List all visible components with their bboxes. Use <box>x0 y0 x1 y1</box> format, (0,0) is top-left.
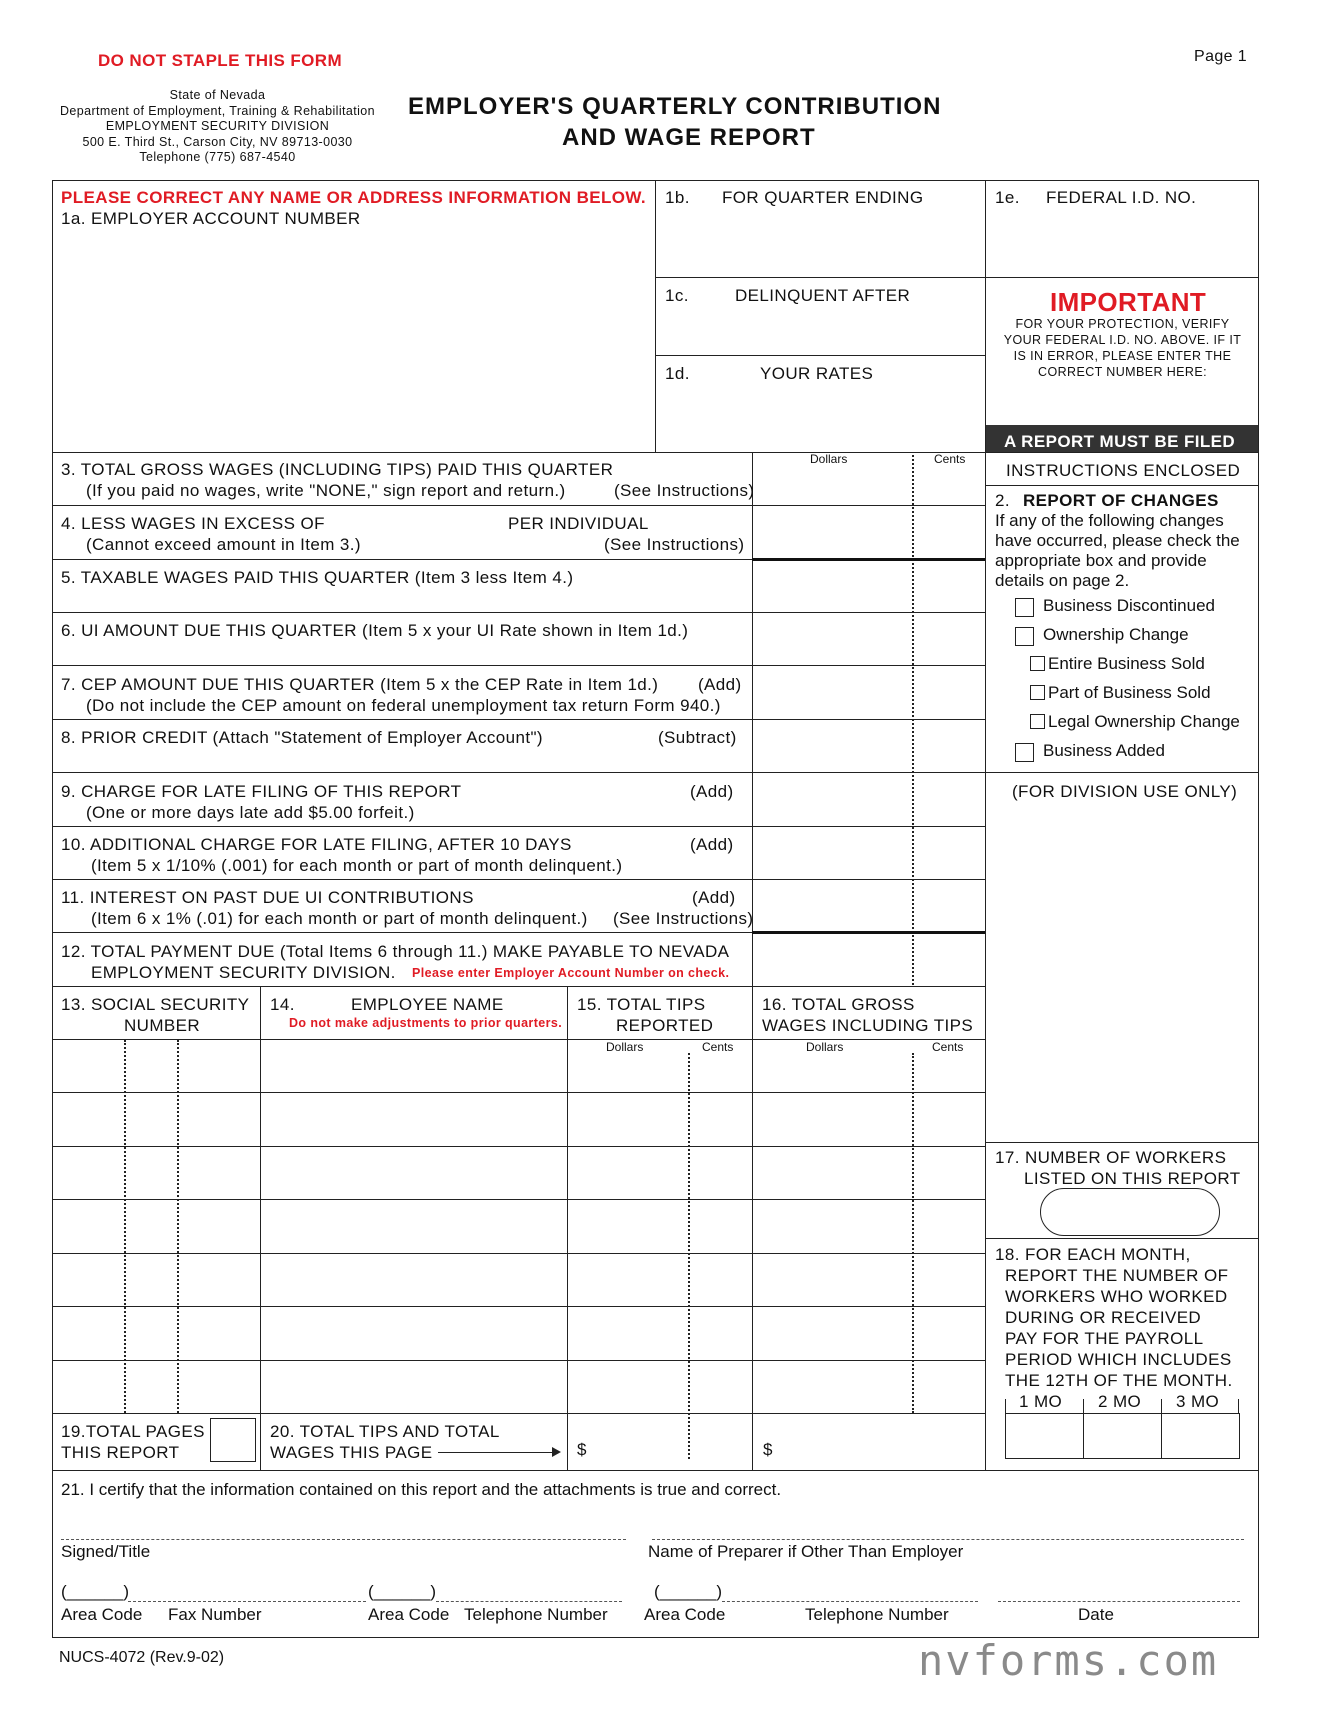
agency-division: EMPLOYMENT SECURITY DIVISION <box>105 119 330 133</box>
q18-line-3: WORKERS WHO WORKED <box>1005 1287 1228 1306</box>
telephone-number-field[interactable] <box>368 1578 622 1602</box>
preparer-telephone-field[interactable] <box>654 1578 978 1602</box>
item7-amount-field[interactable] <box>755 668 983 716</box>
important-line-2: YOUR FEDERAL I.D. NO. ABOVE. IF IT <box>1003 333 1242 347</box>
agency-address: 500 E. Third St., Carson City, NV 89713-0030 <box>82 135 353 149</box>
important-title: IMPORTANT <box>1050 287 1207 317</box>
item4-see: (See Instructions) <box>604 535 745 554</box>
federal-id-field[interactable] <box>990 212 1255 274</box>
item11-note: (Item 6 x 1% (.01) for each month or part of month delinquent.) <box>91 909 588 928</box>
total-tips-field[interactable] <box>590 1416 750 1466</box>
important-line-1: FOR YOUR PROTECTION, VERIFY <box>1015 317 1230 331</box>
col15-dollars: Dollars <box>606 1040 644 1054</box>
your-rates-label: YOUR RATES <box>760 364 874 383</box>
item4-label: 4. LESS WAGES IN EXCESS OF <box>61 514 325 533</box>
agency-department: Department of Employment, Training & Rehabilitation <box>60 104 375 118</box>
q18-line-7: THE 12TH OF THE MONTH. <box>1005 1371 1233 1390</box>
employee-row[interactable] <box>54 1255 983 1304</box>
delinquent-after-num: 1c. <box>665 286 689 305</box>
item10-add: (Add) <box>690 835 734 854</box>
item7-add: (Add) <box>698 675 742 694</box>
col15-header-line1: 15. TOTAL TIPS <box>577 995 706 1014</box>
item7-label: 7. CEP AMOUNT DUE THIS QUARTER (Item 5 x the CEP Rate in Item 1d.) <box>61 675 659 694</box>
item10-note: (Item 5 x 1/10% (.001) for each month or part of month delinquent.) <box>91 856 623 875</box>
q20-label-line2: WAGES THIS PAGE <box>270 1443 433 1462</box>
delinquent-after-label: DELINQUENT AFTER <box>735 286 911 305</box>
item3-note: (If you paid no wages, write "NONE," sign report and return.) <box>86 481 566 500</box>
signed-title-field[interactable] <box>61 1512 626 1539</box>
changes-line-2: have occurred, please check the <box>995 531 1240 550</box>
phone-area-code-label: Area Code <box>368 1605 450 1624</box>
dollars-header: Dollars <box>810 452 848 466</box>
item4-per-individual: PER INDIVIDUAL <box>508 514 649 533</box>
employee-row[interactable] <box>54 1094 983 1144</box>
fax-number-field[interactable] <box>61 1578 366 1602</box>
preparer-area-paren: (______) <box>654 1582 723 1601</box>
col16-dollars: Dollars <box>806 1040 844 1054</box>
quarter-ending-label: FOR QUARTER ENDING <box>722 188 924 207</box>
form-title-line1: EMPLOYER'S QUARTERLY CONTRIBUTION <box>408 93 942 120</box>
item12-label: 12. TOTAL PAYMENT DUE (Total Items 6 through 11.) MAKE PAYABLE TO NEVADA <box>61 942 730 961</box>
page-label: Page 1 <box>1194 48 1248 65</box>
employee-row[interactable] <box>54 1054 983 1090</box>
employee-row[interactable] <box>54 1362 983 1411</box>
item5-label: 5. TAXABLE WAGES PAID THIS QUARTER (Item 3 less Item 4.) <box>61 568 574 587</box>
col13-header-line2: NUMBER <box>124 1016 201 1035</box>
col14-note: Do not make adjustments to prior quarters. <box>289 1016 563 1030</box>
item8-amount-field[interactable] <box>755 722 983 770</box>
date-label: Date <box>1078 1605 1114 1624</box>
col15-header-line2: REPORTED <box>616 1016 714 1035</box>
preparer-area-code-label: Area Code <box>644 1605 726 1624</box>
month1-label: 1 MO <box>1019 1392 1063 1411</box>
changes-line-4: details on page 2. <box>995 571 1130 590</box>
fax-area-code-label: Area Code <box>61 1605 143 1624</box>
item11-amount-field[interactable] <box>755 882 983 929</box>
col14-header-num: 14. <box>270 995 295 1014</box>
entire-business-sold-label: Entire Business Sold <box>1048 654 1205 673</box>
employee-row[interactable] <box>54 1148 983 1197</box>
month1-count-field[interactable] <box>1007 1415 1082 1457</box>
item4-amount-field[interactable] <box>755 508 983 556</box>
total-wages-field[interactable] <box>776 1416 982 1466</box>
preparer-name-field[interactable] <box>652 1512 1244 1539</box>
item11-see: (See Instructions) <box>613 909 754 928</box>
col16-header-line1: 16. TOTAL GROSS <box>762 995 915 1014</box>
changes-num: 2. <box>995 491 1010 510</box>
part-business-sold-label: Part of Business Sold <box>1048 683 1211 702</box>
q17-label-line1: 17. NUMBER OF WORKERS <box>995 1148 1227 1167</box>
item6-amount-field[interactable] <box>755 615 983 663</box>
must-file-text: A REPORT MUST BE FILED <box>1004 432 1236 451</box>
legal-ownership-change-label: Legal Ownership Change <box>1048 712 1240 731</box>
item7-note: (Do not include the CEP amount on federal unemployment tax return Form 940.) <box>86 696 721 715</box>
q18-line-1: 18. FOR EACH MONTH, <box>995 1245 1191 1264</box>
business-added-checkbox[interactable] <box>1015 743 1034 762</box>
q19-label-line2: THIS REPORT <box>61 1443 180 1462</box>
federal-id-num: 1e. <box>995 188 1020 207</box>
certify-statement: 21. I certify that the information contained on this report and the attachments is true and correct. <box>61 1480 782 1499</box>
part-business-sold-checkbox[interactable] <box>1030 685 1045 700</box>
item9-label: 9. CHARGE FOR LATE FILING OF THIS REPORT <box>61 782 462 801</box>
item6-label: 6. UI AMOUNT DUE THIS QUARTER (Item 5 x your UI Rate shown in Item 1d.) <box>61 621 689 640</box>
q17-label-line2: LISTED ON THIS REPORT <box>1024 1169 1241 1188</box>
arrow-head <box>552 1447 561 1457</box>
agency-phone: Telephone (775) 687-4540 <box>139 150 296 164</box>
legal-ownership-change-checkbox[interactable] <box>1030 714 1045 729</box>
worker-count-field[interactable] <box>1040 1188 1220 1236</box>
item8-subtract: (Subtract) <box>658 728 737 747</box>
col16-cents: Cents <box>932 1040 964 1054</box>
item3-label: 3. TOTAL GROSS WAGES (INCLUDING TIPS) PAID THIS QUARTER <box>61 460 614 479</box>
changes-line-3: appropriate box and provide <box>995 551 1207 570</box>
telephone-number-label: Telephone Number <box>464 1605 608 1624</box>
staple-warning: DO NOT STAPLE THIS FORM <box>98 51 343 70</box>
q18-line-5: PAY FOR THE PAYROLL <box>1005 1329 1204 1348</box>
item3-see: (See Instructions) <box>614 481 755 500</box>
total-pages-field[interactable] <box>210 1418 256 1462</box>
ownership-change-checkbox[interactable] <box>1015 627 1034 646</box>
col13-header-line1: 13. SOCIAL SECURITY <box>61 995 250 1014</box>
item12-amount-field[interactable] <box>755 936 983 984</box>
q18-line-6: PERIOD WHICH INCLUDES <box>1005 1350 1232 1369</box>
important-line-4: CORRECT NUMBER HERE: <box>1038 365 1207 379</box>
preparer-label: Name of Preparer if Other Than Employer <box>648 1542 964 1561</box>
date-field[interactable] <box>998 1578 1240 1602</box>
item11-add: (Add) <box>692 888 736 907</box>
federal-id-label: FEDERAL I.D. NO. <box>1046 188 1197 207</box>
form-title-line2: AND WAGE REPORT <box>562 124 816 151</box>
employer-account-field[interactable] <box>56 232 652 448</box>
arrow-right-icon <box>438 1452 556 1453</box>
q18-line-4: DURING OR RECEIVED <box>1005 1308 1202 1327</box>
item10-amount-field[interactable] <box>755 829 983 877</box>
division-use-label: (FOR DIVISION USE ONLY) <box>1012 782 1238 801</box>
item3-amount-field[interactable] <box>755 466 983 503</box>
month2-count-field[interactable] <box>1085 1415 1160 1457</box>
phone-area-paren: (______) <box>368 1582 437 1601</box>
your-rates-num: 1d. <box>665 364 690 383</box>
item12-payee: EMPLOYMENT SECURITY DIVISION. <box>91 963 396 982</box>
col15-cents: Cents <box>702 1040 734 1054</box>
signed-title-label: Signed/Title <box>61 1542 151 1561</box>
entire-business-sold-checkbox[interactable] <box>1030 656 1045 671</box>
preparer-telephone-label: Telephone Number <box>805 1605 949 1624</box>
item8-label: 8. PRIOR CREDIT (Attach "Statement of Employer Account") <box>61 728 543 747</box>
fax-number-label: Fax Number <box>168 1605 262 1624</box>
quarter-ending-num: 1b. <box>665 188 690 207</box>
important-line-3: IS IN ERROR, PLEASE ENTER THE <box>1013 349 1232 363</box>
form-number: NUCS-4072 (Rev.9-02) <box>59 1649 225 1666</box>
item10-label: 10. ADDITIONAL CHARGE FOR LATE FILING, AFTER 10 DAYS <box>61 835 572 854</box>
q19-label-line1: 19.TOTAL PAGES <box>61 1422 205 1441</box>
employee-row[interactable] <box>54 1201 983 1251</box>
changes-title: REPORT OF CHANGES <box>1023 491 1219 510</box>
col14-header-label: EMPLOYEE NAME <box>351 995 504 1014</box>
item12-check-note: Please enter Employer Account Number on check. <box>412 966 730 980</box>
item11-label: 11. INTEREST ON PAST DUE UI CONTRIBUTIONS <box>61 888 474 907</box>
cents-header: Cents <box>934 452 966 466</box>
fax-area-paren: (______) <box>61 1582 130 1601</box>
item9-add: (Add) <box>690 782 734 801</box>
total-wages-dollar-sign: $ <box>763 1440 773 1459</box>
changes-line-1: If any of the following changes <box>995 511 1224 530</box>
month3-label: 3 MO <box>1176 1392 1220 1411</box>
q18-line-2: REPORT THE NUMBER OF <box>1005 1266 1229 1285</box>
month2-label: 2 MO <box>1098 1392 1142 1411</box>
month3-count-field[interactable] <box>1163 1415 1237 1457</box>
watermark: nvforms.com <box>918 1636 1219 1685</box>
instructions-enclosed: INSTRUCTIONS ENCLOSED <box>1006 461 1241 480</box>
q20-label-line1: 20. TOTAL TIPS AND TOTAL <box>270 1422 500 1441</box>
agency-state: State of Nevada <box>169 88 266 102</box>
item5-amount-field[interactable] <box>755 562 983 610</box>
business-discontinued-label: Business Discontinued <box>1043 596 1215 615</box>
item9-note: (One or more days late add $5.00 forfeit.) <box>86 803 415 822</box>
total-tips-dollar-sign: $ <box>577 1440 587 1459</box>
item9-amount-field[interactable] <box>755 775 983 823</box>
business-added-label: Business Added <box>1043 741 1165 760</box>
business-discontinued-checkbox[interactable] <box>1015 598 1034 617</box>
employee-row[interactable] <box>54 1308 983 1358</box>
correct-notice: PLEASE CORRECT ANY NAME OR ADDRESS INFORMATION BELOW. <box>61 188 647 207</box>
col16-header-line2: WAGES INCLUDING TIPS <box>762 1016 974 1035</box>
item4-note: (Cannot exceed amount in Item 3.) <box>86 535 361 554</box>
ownership-change-label: Ownership Change <box>1043 625 1189 644</box>
employer-account-label: 1a. EMPLOYER ACCOUNT NUMBER <box>61 209 361 228</box>
